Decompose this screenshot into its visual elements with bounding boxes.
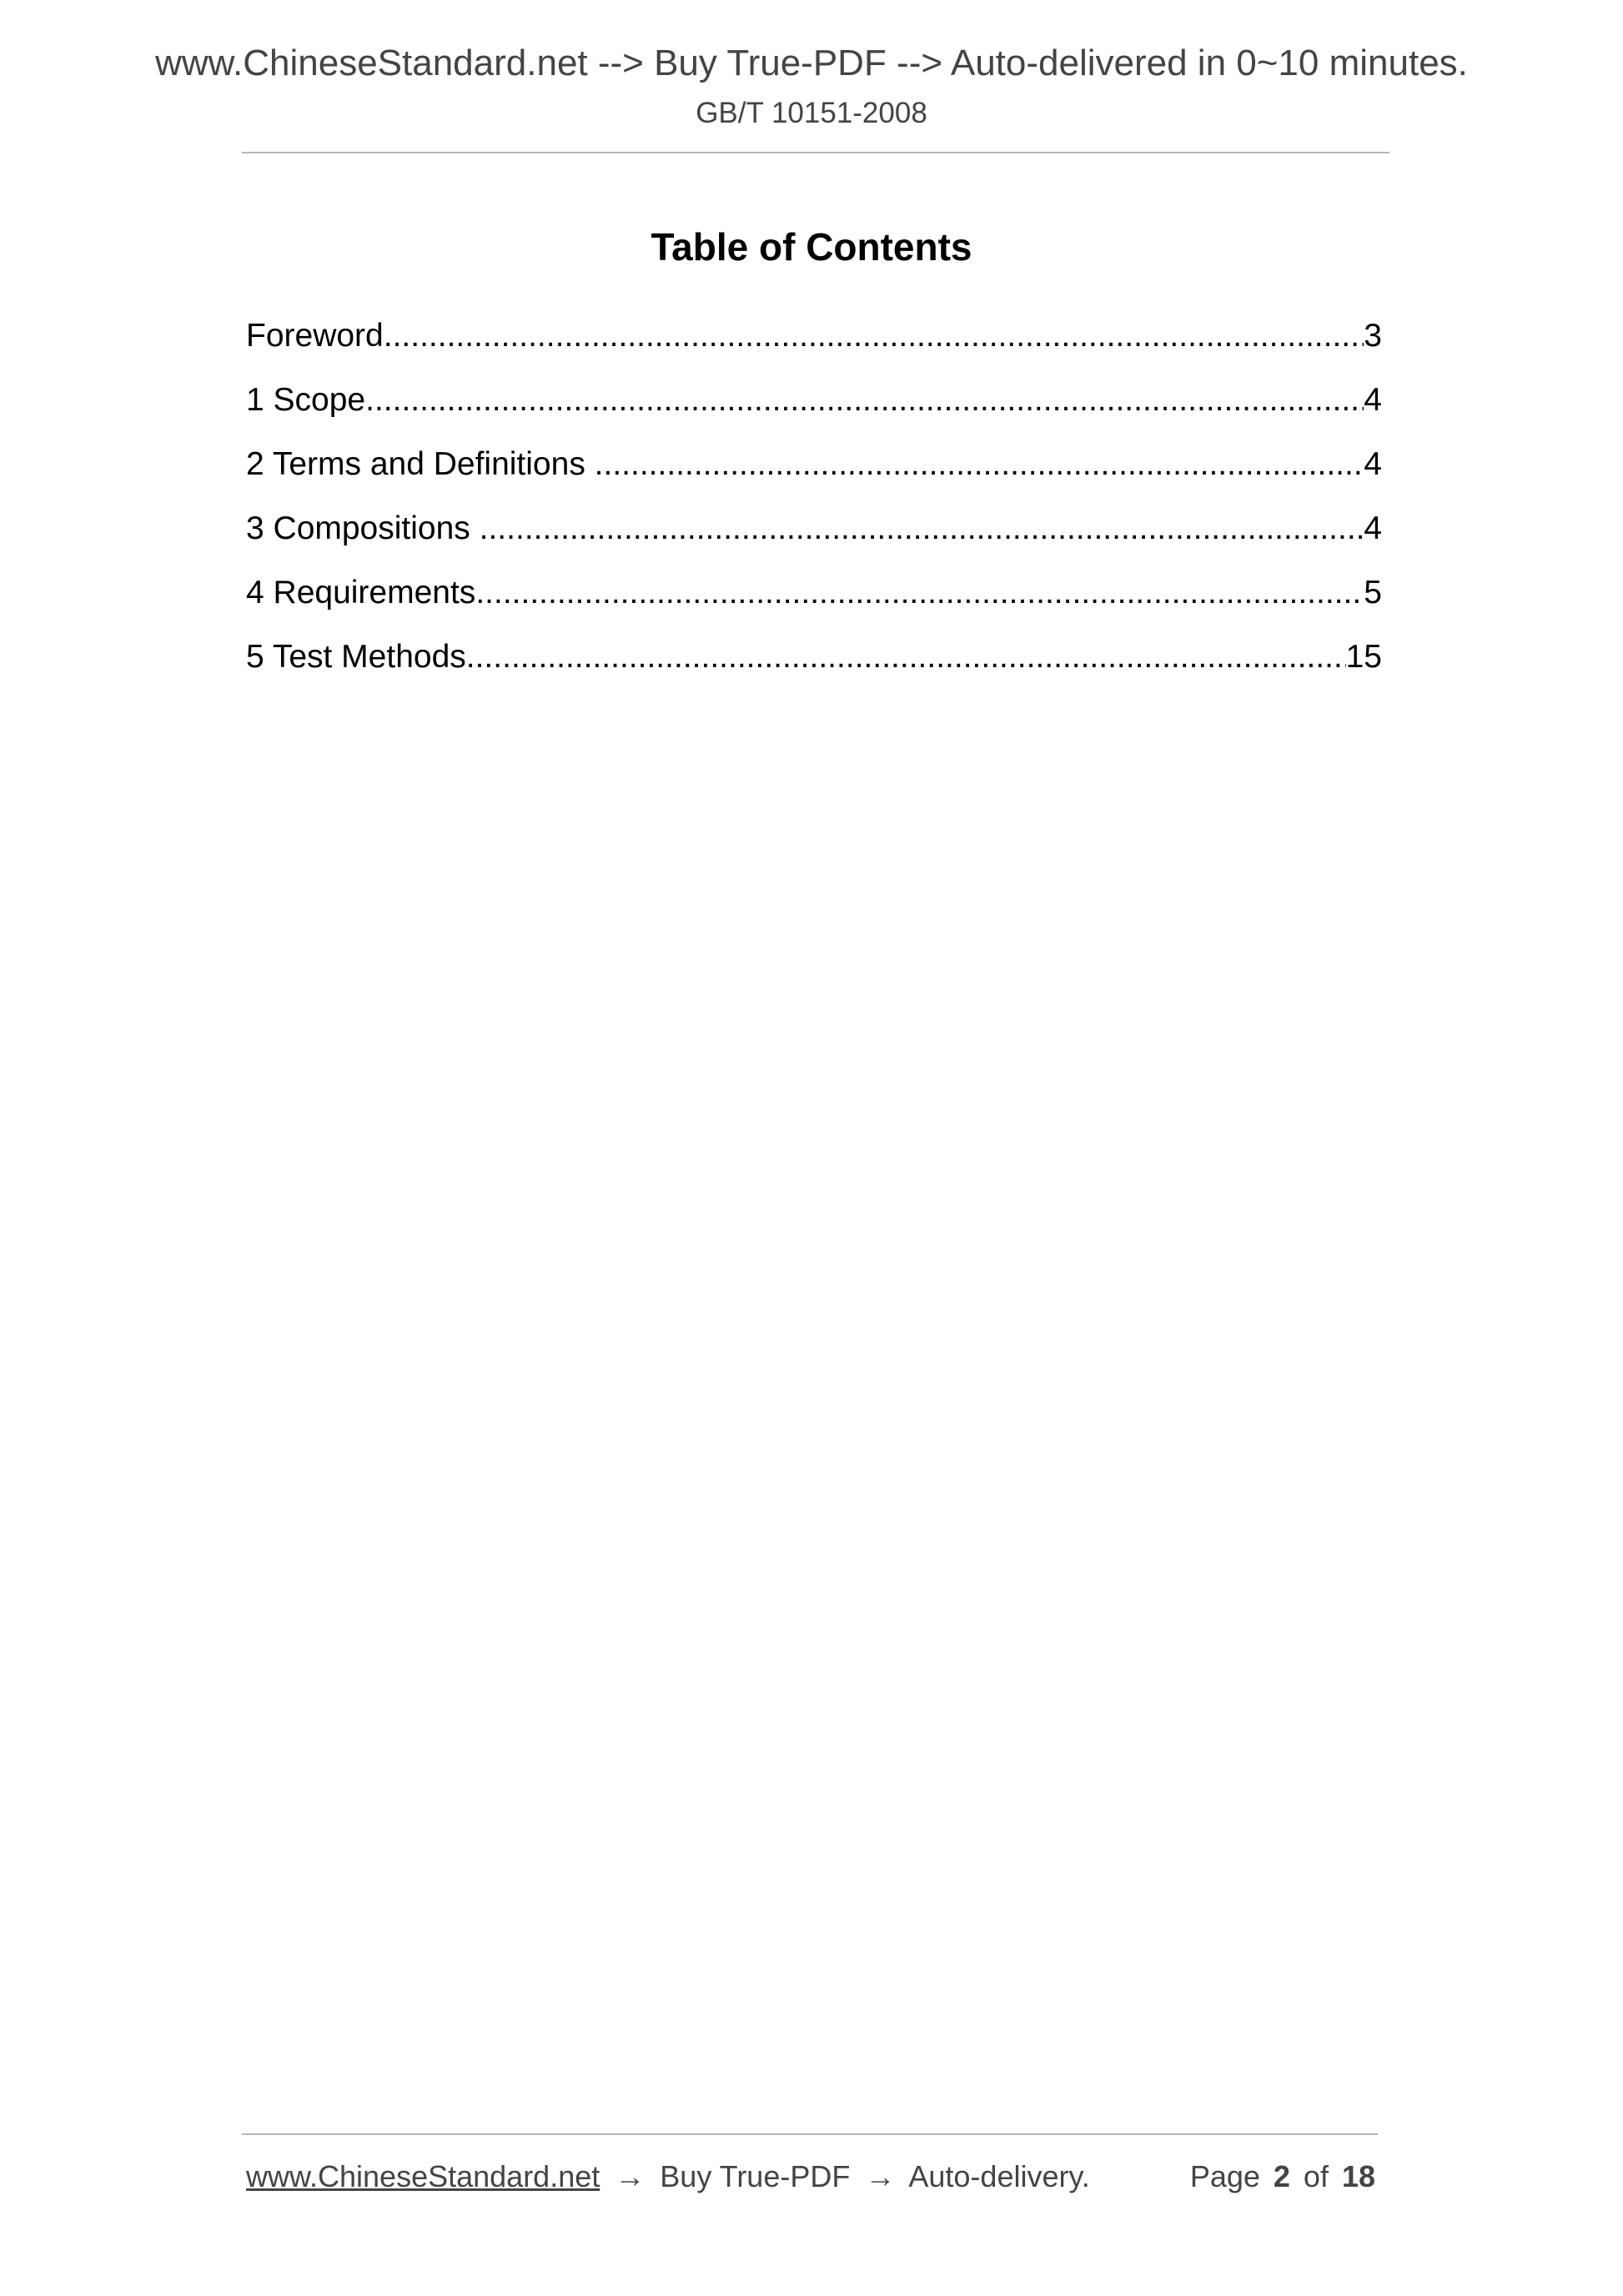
page-indicator [1190, 2153, 1375, 2200]
toc-dot-leader [384, 311, 1364, 361]
toc-dot-leader [365, 375, 1364, 425]
toc-dot-leader [475, 568, 1364, 618]
footer-promo [246, 2153, 1090, 2200]
toc-dot-leader [595, 440, 1364, 490]
footer-site-link[interactable]: www.ChineseStandard.net [246, 2159, 600, 2193]
footer-delivery-text: Auto-delivery. [908, 2159, 1090, 2193]
toc-entry-foreword[interactable] [246, 297, 1382, 361]
toc-entry-label: 3 Compositions [246, 510, 480, 546]
toc-entry-page: 4 [1364, 446, 1382, 482]
toc-dot-leader [480, 504, 1364, 554]
toc-entry-page: 3 [1364, 318, 1382, 354]
standard-code: GB/T 10151-2008 [696, 97, 927, 129]
toc-entry-label: 1 Scope [246, 382, 366, 418]
arrow-right-icon: → [865, 2159, 896, 2193]
toc-entry-label: 4 Requirements [246, 575, 476, 610]
footer-divider [242, 2133, 1378, 2135]
toc-entry-page: 4 [1364, 382, 1382, 418]
table-of-contents [246, 297, 1382, 682]
toc-title: Table of Contents [651, 225, 972, 269]
toc-entry-label: Foreword [246, 318, 384, 354]
toc-dot-leader [466, 632, 1346, 682]
toc-entry-page: 4 [1364, 510, 1382, 546]
toc-entry-label: 5 Test Methods [246, 639, 466, 675]
toc-entry-terms-and-definitions[interactable] [246, 425, 1382, 490]
toc-entry-compositions[interactable] [246, 490, 1382, 554]
header-divider [242, 152, 1389, 153]
toc-entry-scope[interactable] [246, 361, 1382, 425]
toc-entry-page: 15 [1345, 639, 1382, 675]
header-banner: www.ChineseStandard.net --> Buy True-PDF --> Auto-delivered in 0~10 minutes. [155, 43, 1468, 83]
toc-entry-requirements[interactable] [246, 554, 1382, 618]
toc-entry-test-methods[interactable] [246, 618, 1382, 682]
page-number: 2 [1273, 2159, 1290, 2193]
page-footer [246, 2153, 1382, 2200]
page-total: 18 [1341, 2159, 1375, 2193]
toc-entry-label: 2 Terms and Definitions [246, 446, 595, 482]
of-label: of [1303, 2159, 1329, 2193]
page-label: Page [1189, 2159, 1260, 2193]
toc-entry-page: 5 [1364, 575, 1382, 610]
arrow-right-icon: → [615, 2159, 646, 2193]
footer-buy-text: Buy True-PDF [660, 2159, 851, 2193]
